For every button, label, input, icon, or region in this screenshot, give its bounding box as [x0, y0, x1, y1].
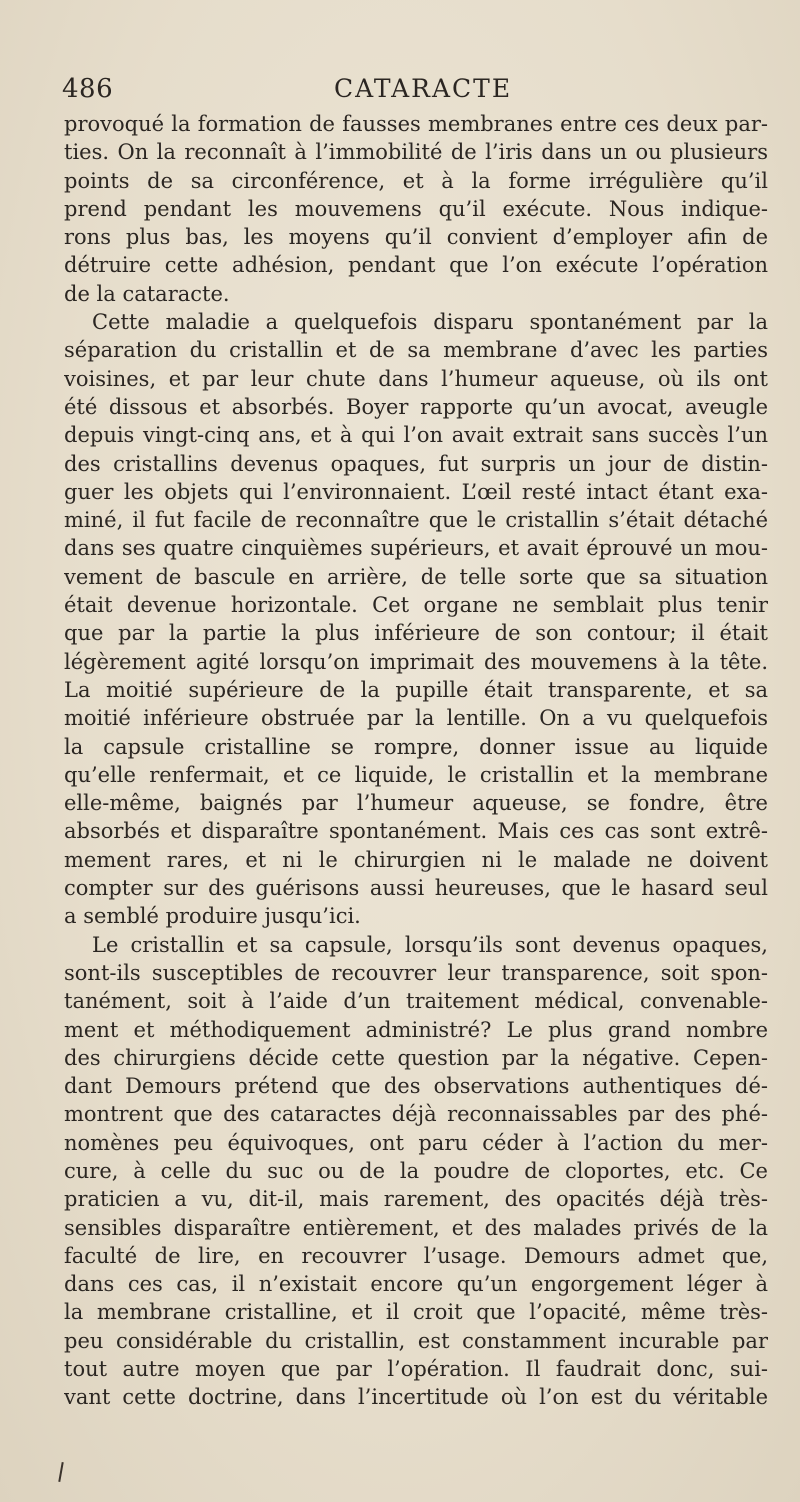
text-line: des cristallins devenus opaques, fut surpris un jour de distin- [64, 451, 768, 476]
text-line: détruire cette adhésion, pendant que l’on exécute l’opération [64, 253, 768, 278]
text-line: cure, à celle du suc ou de la poudre de cloportes, etc. Ce [64, 1158, 768, 1183]
text-line: Cette maladie a quelquefois disparu spontanément par la [92, 310, 768, 335]
page-header [62, 74, 762, 114]
text-line: voisines, et par leur chute dans l’humeur aqueuse, où ils ont [64, 366, 768, 391]
text-line: des chirurgiens décide cette question par la négative. Cepen- [64, 1045, 768, 1070]
text-line: vement de bascule en arrière, de telle sorte que sa situation [64, 564, 768, 589]
text-line: légèrement agité lorsqu’on imprimait des mouvemens à la tête. [64, 649, 768, 674]
text-line: séparation du cristallin et de sa membrane d’avec les parties [64, 338, 768, 363]
text-line: compter sur des guérisons aussi heureuses, que le hasard seul [64, 876, 768, 901]
text-line: provoqué la formation de fausses membranes entre ces deux par- [64, 112, 768, 136]
text-line: dans ces cas, il n’existait encore qu’un engorgement léger à [64, 1272, 768, 1297]
text-line: montrent que des cataractes déjà reconnaissables par des phé- [64, 1102, 768, 1127]
text-line: faculté de lire, en recouvrer l’usage. Demours admet que, [64, 1243, 768, 1268]
text-line: tanément, soit à l’aide d’un traitement médical, convenable- [64, 989, 768, 1014]
text-line: tout autre moyen que par l’opération. Il faudrait donc, sui- [64, 1357, 768, 1382]
text-line: points de sa circonférence, et à la forme irrégulière qu’il [64, 168, 768, 193]
text-line: rons plus bas, les moyens qu’il convient d’employer afin de [64, 225, 768, 250]
running-head: CATARACTE [334, 74, 513, 103]
text-line: praticien a vu, dit-il, mais rarement, des opacités déjà très- [64, 1187, 768, 1212]
text-line: moitié inférieure obstruée par la lentille. On a vu quelquefois [64, 706, 768, 731]
page-number: 486 [62, 74, 114, 104]
ink-mark [58, 1462, 63, 1482]
text-line: était devenue horizontale. Cet organe ne semblait plus tenir [64, 593, 768, 618]
body-text [64, 110, 768, 1412]
text-line: guer les objets qui l’environnaient. L’œil resté intact étant exa- [64, 479, 768, 504]
text-line: qu’elle renfermait, et ce liquide, le cristallin et la membrane [64, 762, 768, 787]
text-line: mement rares, et ni le chirurgien ni le malade ne doivent [64, 847, 768, 872]
text-line: que par la partie la plus inférieure de son contour; il était [64, 621, 768, 646]
text-line: dans ses quatre cinquièmes supérieurs, et avait éprouvé un mou- [64, 536, 768, 561]
text-line: Le cristallin et sa capsule, lorsqu’ils sont devenus opaques, [92, 932, 768, 957]
text-line: sont-ils susceptibles de recouvrer leur transparence, soit spon- [64, 960, 768, 985]
text-line: la capsule cristalline se rompre, donner issue au liquide [64, 734, 768, 759]
text-line: prend pendant les mouvemens qu’il exécute. Nous indique- [64, 196, 768, 221]
text-line: ties. On la reconnaît à l’immobilité de l’iris dans un ou plusieurs [64, 140, 768, 165]
text-line: La moitié supérieure de la pupille était transparente, et sa [64, 677, 768, 702]
text-line: elle-même, baignés par l’humeur aqueuse, se fondre, être [64, 791, 768, 816]
text-line: sensibles disparaître entièrement, et des malades privés de la [64, 1215, 768, 1240]
text-line: été dissous et absorbés. Boyer rapporte qu’un avocat, aveugle [64, 394, 768, 419]
text-line: de la cataracte. [64, 281, 230, 306]
text-line: a semblé produire jusqu’ici. [64, 904, 361, 929]
text-line: miné, il fut facile de reconnaître que le cristallin s’était détaché [64, 508, 768, 533]
text-line: ment et méthodiquement administré? Le plus grand nombre [64, 1017, 768, 1042]
text-line: la membrane cristalline, et il croit que l’opacité, même très- [64, 1300, 768, 1325]
text-line: depuis vingt-cinq ans, et à qui l’on avait extrait sans succès l’un [64, 423, 768, 448]
text-line: dant Demours prétend que des observations authentiques dé- [64, 1074, 768, 1099]
text-line: nomènes peu équivoques, ont paru céder à l’action du mer- [64, 1130, 768, 1155]
text-line: vant cette doctrine, dans l’incertitude où l’on est du véritable [64, 1385, 768, 1410]
text-line: absorbés et disparaître spontanément. Mais ces cas sont extrê- [64, 819, 768, 844]
text-line: peu considérable du cristallin, est constamment incurable par [64, 1328, 768, 1353]
